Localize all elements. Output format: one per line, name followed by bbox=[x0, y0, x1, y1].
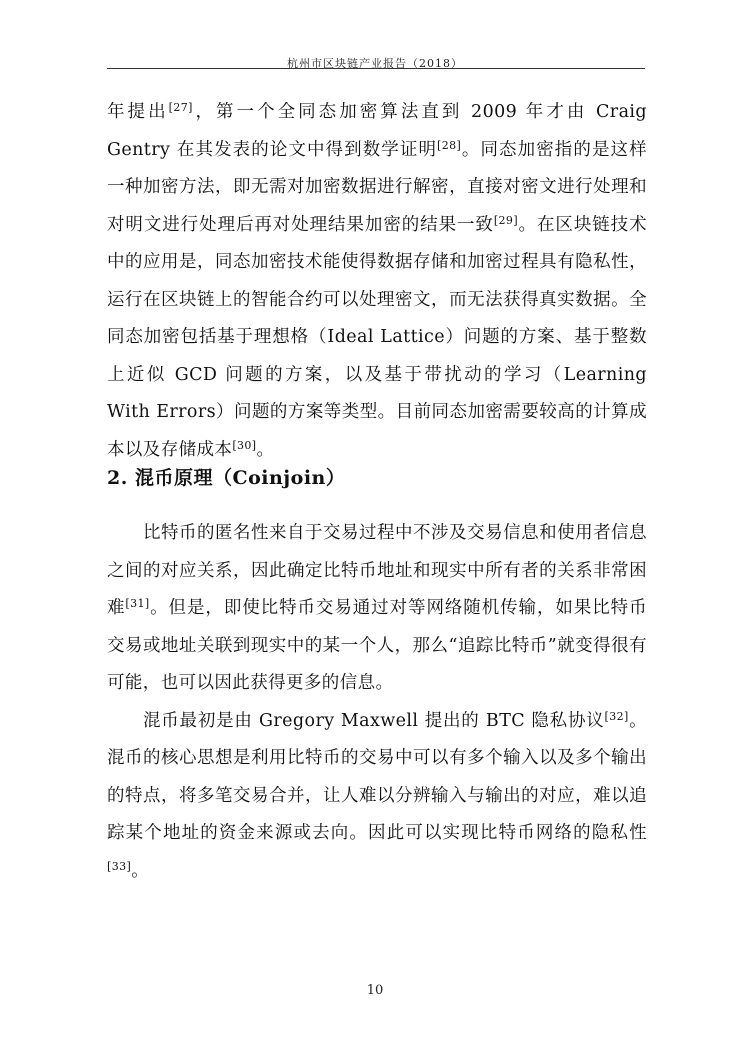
citation-32: [32] bbox=[604, 709, 629, 723]
citation-29: [29] bbox=[493, 213, 519, 227]
body-block-2 bbox=[107, 515, 647, 890]
text-run: 混币最初是由 Gregory Maxwell 提出的 BTC 隐私协议 bbox=[143, 710, 605, 731]
section-heading: 2. 混币原理（Coinjoin） bbox=[107, 467, 346, 489]
citation-33: [33] bbox=[107, 859, 132, 873]
citation-27: [27] bbox=[168, 101, 193, 114]
text-run: 比特币的匿名性来自于交易过程中不涉及交易信息和使用者信息之间的对应关系，因此确定比特币地址和现实中所有者的关系非常困难 bbox=[107, 523, 647, 618]
text-run: 。但是，即使比特币交易通过对等网络随机传输，如果比特币交易或地址关联到现实中的某一个人，那么“追踪比特币”就变得很有可能，也可以因此获得更多的信息。 bbox=[107, 598, 647, 693]
paragraph-coinjoin bbox=[107, 703, 647, 891]
text-run: 。同态加密指的是这样一种加密方法，即无需对加密数据进行解密，直接对密文进行处理和对明文进行处理后再对处理结果加密的结果一致 bbox=[107, 139, 647, 235]
text-run: 。在区块链技术中的应用是，同态加密技术能使得数据存储和加密过程具有隐私性，运行在区块链上的智能合约可以处理密文，而无法获得真实数据。全同态加密包括基于理想格（Ideal Lattice）问题的方案、基于整数上近似 GCD 问题的方案，以及基于带扰动的学习（Learning With Errors）问题的方案等类型。目前同态加密需要较高的计算成本以及存储成本 bbox=[107, 214, 647, 460]
citation-31: [31] bbox=[125, 597, 150, 610]
text-run: 。 bbox=[256, 439, 275, 460]
text-run: ，第一个全同态加密算法直到 2009 年才由 Craig Gentry 在其发表的论文中得到数学证明 bbox=[107, 102, 647, 160]
page-header: 杭州市区块链产业报告（2018） bbox=[287, 57, 463, 70]
paragraph-bitcoin-anonymity bbox=[107, 515, 647, 703]
text-run: 。 bbox=[131, 860, 150, 881]
header-divider bbox=[107, 68, 645, 69]
page-number: 10 bbox=[366, 983, 384, 998]
paragraph-homomorphic-encryption bbox=[107, 94, 647, 469]
body-block-1 bbox=[107, 94, 647, 469]
text-run: 。混币的核心思想是利用比特币的交易中可以有多个输入以及多个输出的特点，将多笔交易合并，让人难以分辨输入与输出的对应，难以追踪某个地址的资金来源或去向。因此可以实现比特币网络的隐私性 bbox=[107, 710, 647, 843]
text-run: 年提出 bbox=[107, 102, 169, 122]
citation-30: [30] bbox=[232, 438, 257, 452]
citation-28: [28] bbox=[437, 138, 462, 152]
